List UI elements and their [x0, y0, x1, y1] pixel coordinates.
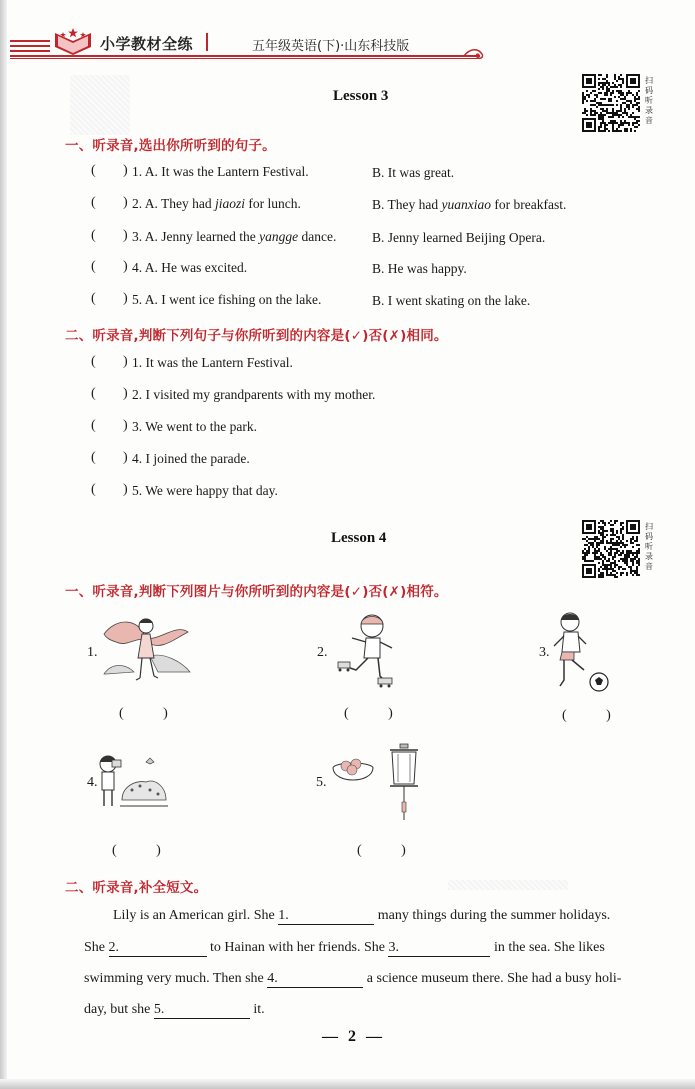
question-b-option: B. It was great. — [372, 165, 455, 180]
qr-caption: 扫码听录音 — [645, 522, 653, 571]
statement-text: 3. We went to the park. — [132, 419, 258, 434]
answer-paren-open[interactable]: ( — [91, 228, 96, 243]
blank-5[interactable]: 5. — [154, 1002, 250, 1019]
header-rule — [10, 55, 480, 57]
picture-number: 1. — [87, 645, 98, 660]
question-b-option: B. He was happy. — [372, 261, 467, 276]
answer-paren-open[interactable]: ( — [91, 386, 96, 401]
answer-paren-open[interactable]: ( — [91, 195, 96, 210]
boy-roller-skating-icon — [330, 612, 402, 690]
statement-text: 2. I visited my grandparents with my mother. — [132, 387, 376, 402]
header-flourish-icon — [462, 46, 486, 64]
question-a-option: 5. A. I went ice fishing on the lake. — [132, 292, 322, 307]
answer-paren-close: ) — [123, 291, 128, 306]
boy-taking-photo-icon — [96, 752, 168, 812]
lesson3-section2-heading: 二、听录音,判断下列句子与你所听到的内容是(✓)否(✗)相同。 — [65, 328, 448, 344]
answer-paren-open[interactable]: ( — [91, 418, 96, 433]
answer-paren-open[interactable]: ( — [91, 450, 96, 465]
blank-2[interactable]: 2. — [109, 940, 207, 957]
answer-paren-open[interactable]: ( — [91, 482, 96, 497]
answer-parentheses[interactable]: ( ) — [562, 708, 629, 723]
answer-parentheses[interactable]: ( ) — [357, 843, 424, 858]
header-decorative-bars — [10, 40, 50, 55]
answer-paren-open[interactable]: ( — [91, 259, 96, 274]
blank-1[interactable]: 1. — [278, 908, 374, 925]
answer-paren-open[interactable]: ( — [91, 354, 96, 369]
answer-paren-close: ) — [123, 450, 128, 465]
answer-paren-close: ) — [123, 259, 128, 274]
answer-paren-close: ) — [123, 195, 128, 210]
answer-parentheses[interactable]: ( ) — [344, 706, 411, 721]
passage-line-4: day, but she 5. it. — [84, 1002, 265, 1017]
picture-number: 5. — [316, 775, 327, 790]
answer-parentheses[interactable]: ( ) — [119, 706, 186, 721]
boy-playing-football-icon — [548, 610, 612, 694]
passage-line-3: swimming very much. Then she 4. a science museum there. She had a busy holi- — [84, 971, 622, 986]
lesson4-section1-heading: 一、听录音,判断下列图片与你所听到的内容是(✓)否(✗)相符。 — [65, 584, 448, 600]
header-rule-thin — [10, 58, 480, 59]
answer-paren-close: ) — [123, 386, 128, 401]
answer-paren-close: ) — [123, 163, 128, 178]
open-book-logo-icon — [51, 27, 95, 57]
question-a-option: 2. A. They had jiaozi for lunch. — [132, 196, 301, 211]
qr-code-icon[interactable] — [582, 520, 640, 578]
bleed-through-mark — [70, 75, 130, 135]
statement-text: 4. I joined the parade. — [132, 451, 250, 466]
page-number: — 2 — — [322, 1028, 385, 1045]
dancing-girl-with-ribbon-icon — [98, 612, 194, 690]
answer-paren-close: ) — [123, 354, 128, 369]
question-b-option: B. They had yuanxiao for breakfast. — [372, 197, 567, 212]
answer-parentheses[interactable]: ( ) — [112, 843, 179, 858]
page-left-edge-shadow — [0, 0, 7, 1089]
page-bottom-edge-shadow — [0, 1079, 695, 1089]
statement-text: 5. We were happy that day. — [132, 483, 278, 498]
answer-paren-close: ) — [123, 228, 128, 243]
picture-number: 4. — [87, 775, 98, 790]
picture-number: 3. — [539, 645, 550, 660]
question-a-option: 4. A. He was excited. — [132, 260, 248, 275]
statement-text: 1. It was the Lantern Festival. — [132, 355, 293, 370]
blank-4[interactable]: 4. — [267, 971, 363, 988]
yuanxiao-bowl-and-lantern-icon — [330, 740, 434, 828]
answer-paren-open[interactable]: ( — [91, 291, 96, 306]
book-info: 五年级英语(下)·山东科技版 — [252, 39, 410, 54]
lesson-3-title: Lesson 3 — [333, 88, 389, 104]
lesson4-section2-heading: 二、听录音,补全短文。 — [65, 880, 208, 896]
header-separator — [206, 33, 208, 51]
answer-paren-open[interactable]: ( — [91, 163, 96, 178]
picture-number: 2. — [317, 645, 328, 660]
question-b-option: B. I went skating on the lake. — [372, 293, 531, 308]
blank-3[interactable]: 3. — [388, 940, 490, 957]
passage-line-1: Lily is an American girl. She 1. many things during the summer holidays. — [113, 908, 611, 923]
lesson-4-title: Lesson 4 — [331, 530, 387, 546]
question-a-option: 3. A. Jenny learned the yangge dance. — [132, 229, 337, 244]
lesson3-section1-heading: 一、听录音,选出你所听到的句子。 — [65, 138, 276, 154]
qr-caption: 扫码听录音 — [645, 76, 653, 125]
question-b-option: B. Jenny learned Beijing Opera. — [372, 230, 546, 245]
answer-paren-close: ) — [123, 418, 128, 433]
bleed-through-mark — [448, 880, 568, 890]
question-a-option: 1. A. It was the Lantern Festival. — [132, 164, 309, 179]
qr-code-icon[interactable] — [582, 74, 640, 132]
series-title: 小学教材全练 — [100, 35, 194, 53]
passage-line-2: She 2. to Hainan with her friends. She 3. in the sea. She likes — [84, 940, 605, 955]
answer-paren-close: ) — [123, 482, 128, 497]
